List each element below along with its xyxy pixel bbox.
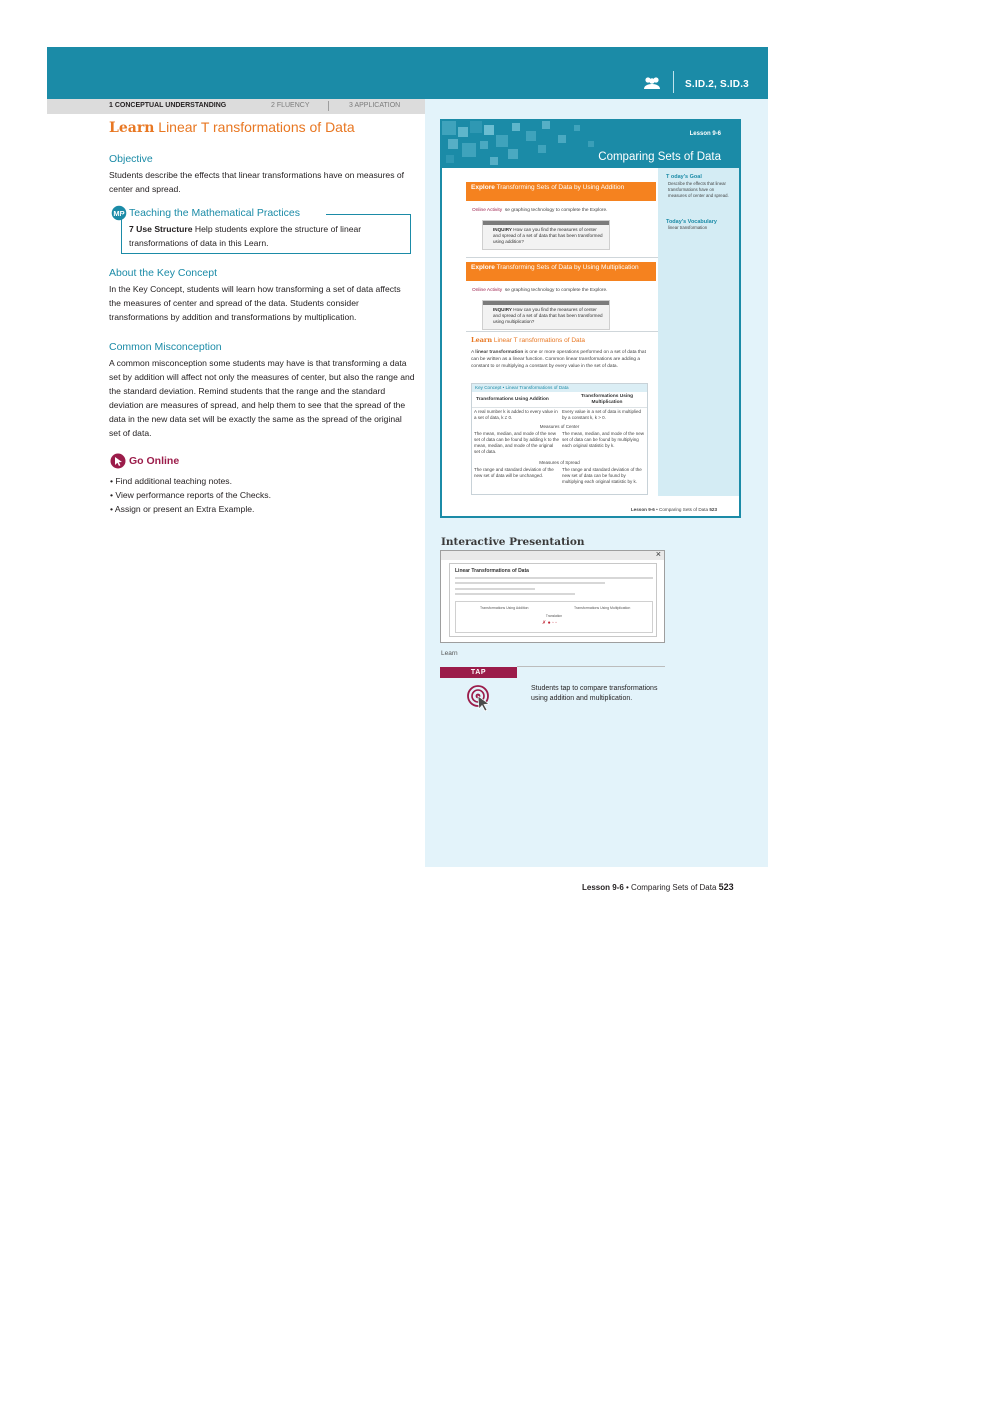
preview-sidebar xyxy=(658,168,739,496)
text-line-placeholder xyxy=(455,582,605,584)
online-activity-line xyxy=(472,208,607,213)
inquiry-label: INQUIRY xyxy=(493,227,512,232)
inquiry-bar xyxy=(483,301,609,305)
online-activity-label[interactable]: Online Activity xyxy=(472,208,503,213)
practices-text xyxy=(129,222,399,250)
thumbnail-col-addition: Transformations Using Addition xyxy=(480,606,529,610)
text-line-placeholder xyxy=(455,593,575,595)
go-online-icon[interactable] xyxy=(110,453,126,469)
goal-heading: T oday's Goal xyxy=(666,174,702,180)
list-item: • Find additional teaching notes. xyxy=(110,474,271,488)
title-text: Linear T ransformations of Data xyxy=(158,119,355,135)
preview-header xyxy=(442,121,739,168)
tab-conceptual-understanding[interactable]: 1 CONCEPTUAL UNDERSTANDING xyxy=(109,102,227,109)
close-icon[interactable]: × xyxy=(655,549,661,559)
practice-name: 7 Use Structure xyxy=(129,224,193,234)
inquiry-text xyxy=(493,307,605,325)
vocab-text: linear transformation xyxy=(668,225,708,230)
inquiry-box xyxy=(482,300,610,330)
tap-marker-icon: ✗ ● ◦ ◦ xyxy=(542,620,557,626)
misconception-heading: Common Misconception xyxy=(109,341,222,353)
preview-learn-heading xyxy=(471,336,585,344)
inquiry-box xyxy=(482,220,610,250)
footer-title: • Comparing Sets of Data xyxy=(623,883,719,892)
explore-addition-bar xyxy=(466,182,656,201)
objective-text: Students describe the effects that linear transformations have on measures of center and spread. xyxy=(109,170,405,194)
thumbnail-table xyxy=(455,601,653,633)
measures-of-spread-label: Measures of Spread xyxy=(539,460,580,465)
explore-label: Explore xyxy=(471,264,495,271)
online-activity-label[interactable]: Online Activity xyxy=(472,288,503,293)
preview-lesson-label: Lesson 9-6 xyxy=(689,131,721,137)
learn-label: Learn xyxy=(471,336,493,344)
explore-title: Transforming Sets of Data by Using Addition xyxy=(494,184,625,191)
practices-heading: Teaching the Mathematical Practices xyxy=(129,207,300,219)
key-concept-table xyxy=(471,383,648,495)
thumbnail-caption: Learn xyxy=(441,650,458,657)
tap-divider xyxy=(517,666,665,667)
explore-title: Transforming Sets of Data by Using Multiplication xyxy=(494,264,639,271)
column-header-multiplication: Transformations Using Multiplication xyxy=(580,394,634,405)
text-line-placeholder xyxy=(455,588,535,590)
learn-label: Learn xyxy=(109,120,155,136)
svg-text:MP: MP xyxy=(113,209,125,218)
thumbnail-content xyxy=(449,563,657,637)
list-item: • Assign or present an Extra Example. xyxy=(110,502,271,516)
footer-title: • Comparing Sets of Data xyxy=(654,507,710,512)
thumbnail-topbar xyxy=(441,551,664,560)
measures-of-center-label: Measures of Center xyxy=(539,424,580,429)
tab-divider xyxy=(328,101,329,111)
go-online-list xyxy=(110,474,271,516)
table-cell: Every value in a set of data is multiplied by a constant k, k > 0. xyxy=(562,409,642,420)
table-cell: The mean, median, and mode of the new set of data can be found by adding k to the mean, median, and mode of the original set of data. xyxy=(474,431,560,454)
preview-title: Comparing Sets of Data xyxy=(598,151,721,163)
definition-article: A xyxy=(471,350,476,355)
page-title xyxy=(109,119,355,136)
preview-footer xyxy=(631,507,717,512)
inquiry-text xyxy=(493,227,605,245)
goal-text: Describe the effects that linear transformations have on measures of center and spread. xyxy=(668,181,729,198)
inquiry-question: How can you find the measures of center and spread of a set of data that has been transformed using multiplication? xyxy=(493,307,603,324)
footer-lesson: Lesson 9-6 xyxy=(582,883,624,892)
student-page-preview xyxy=(440,119,741,518)
key-concept-text: In the Key Concept, students will learn how transforming a set of data affects the measures of center and spread of the data. Students consider transformations by addition and transformations by multiplication. xyxy=(109,284,401,322)
go-online-heading[interactable]: Go Online xyxy=(129,455,180,467)
level-tabs xyxy=(47,99,425,114)
tap-cursor-icon xyxy=(466,684,494,712)
standards-label: S.ID.2, S.ID.3 xyxy=(685,79,749,90)
vocab-heading: Today's Vocabulary xyxy=(666,219,717,225)
definition-text xyxy=(471,349,649,370)
table-rule xyxy=(472,407,647,408)
table-cell: The range and standard deviation of the new set of data will be unchanged. xyxy=(474,467,554,478)
definition-body: is one or more operations performed on a set of data that can be written as a linear function. Common linear transformations are adding a constant to or multiplying a constant by every value in the set of data. xyxy=(471,350,646,369)
tab-application[interactable]: 3 APPLICATION xyxy=(349,102,401,109)
page-footer xyxy=(582,882,734,892)
table-cell: The mean, median, and mode of the new set of data can be found by multiplying each original statistic by k. xyxy=(562,431,645,448)
team-icon xyxy=(643,76,661,90)
practice-description: Help students explore the structure of linear transformations of data in this Learn. xyxy=(129,224,362,248)
footer-page: 523 xyxy=(709,507,717,512)
thumbnail-translation-label: Translation xyxy=(545,614,563,618)
key-concept-caption: Key Concept • Linear Transformations of Data xyxy=(472,384,647,392)
text-line-placeholder xyxy=(455,577,653,579)
online-activity-text: se graphing technology to complete the Explore. xyxy=(504,208,608,213)
learn-title: Linear T ransformations of Data xyxy=(492,337,586,344)
misconception-text: A common misconception some students may have is that transforming a data set by addition will affect not only the measures of center, but also the range and the standard deviation. Remind students that the range and the standard deviation are measures of spread, and help them to see that the spread of the data in the new data set will be exactly the same as the spread of the original set of data. xyxy=(109,358,415,438)
tap-description: Students tap to compare transformations using addition and multiplication. xyxy=(531,685,658,702)
banner-divider xyxy=(673,71,674,93)
online-activity-line xyxy=(472,288,607,293)
table-cell: The range and standard deviation of the new set of data can be found by multiplying each original statistic by k. xyxy=(562,467,642,484)
table-cell: A real number k is added to every value in a set of data, k ≠ 0. xyxy=(474,409,558,420)
objective-heading: Objective xyxy=(109,153,153,165)
explore-label: Explore xyxy=(471,184,495,191)
footer-lesson: Lesson 9-6 xyxy=(630,507,655,512)
standards-banner xyxy=(47,47,768,99)
header-pattern-graphic xyxy=(442,121,622,168)
inquiry-bar xyxy=(483,221,609,225)
thumbnail-title: Linear Transformations of Data xyxy=(455,568,529,574)
page-number: 523 xyxy=(718,882,734,892)
inquiry-question: How can you find the measures of center and spread of a set of data that has been transformed using addition? xyxy=(493,227,603,244)
interactive-presentation-heading: Interactive Presentation xyxy=(441,536,585,548)
column-header-addition: Transformations Using Addition xyxy=(476,397,549,402)
thumbnail-col-multiplication: Transformations Using Multiplication xyxy=(574,606,631,610)
explore-multiplication-bar xyxy=(466,262,656,281)
key-concept-heading: About the Key Concept xyxy=(109,267,217,279)
online-activity-text: se graphing technology to complete the Explore. xyxy=(504,288,608,293)
definition-term: linear transformation xyxy=(475,350,524,355)
list-item: • View performance reports of the Checks. xyxy=(110,488,271,502)
tap-badge: TAP xyxy=(440,667,517,678)
inquiry-label: INQUIRY xyxy=(493,307,512,312)
divider xyxy=(466,257,658,258)
divider xyxy=(466,331,658,332)
tab-fluency[interactable]: 2 FLUENCY xyxy=(271,102,310,109)
interactive-presentation-thumbnail[interactable] xyxy=(440,550,665,643)
